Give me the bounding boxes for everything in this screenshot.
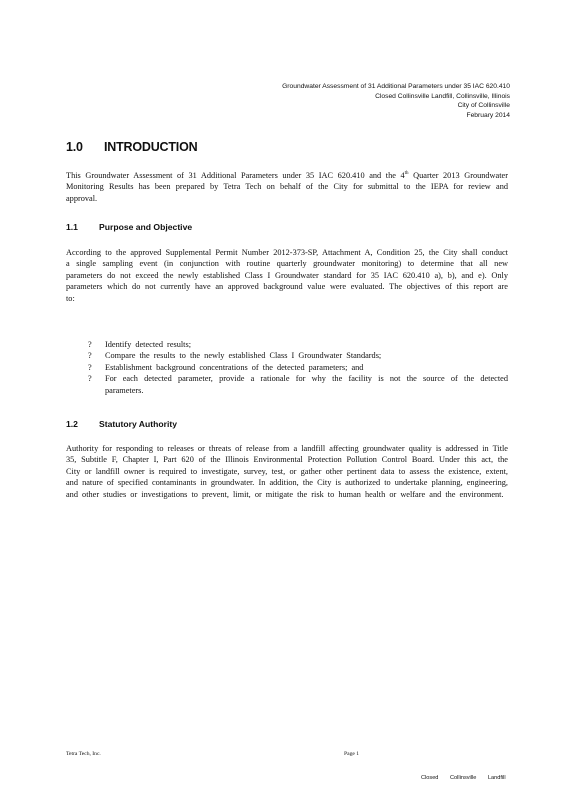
list-item-text: Identify detected results; (105, 340, 192, 349)
subsection-heading-authority (66, 419, 177, 429)
subsection-number: 1.1 (66, 222, 78, 232)
list-item (88, 373, 508, 396)
authority-paragraph: Authority for responding to releases or threats of release from a landfill affecting groundwater quality is addressed in Title 35, Subtitle F, Chapter I, Part 620 of the Illinois Environmental Protection Pollution Control Board. Under this act, the City or landfill owner is required to investigate, survey, test, or gather other pertinent data to assess the existence, extent, and nature of specified contaminants in groundwater. In addition, the City is authorized to undertake planning, engineering, and other studies or investigations to prevent, limit, or mitigate the risk to human health or welfare and the environment. (66, 444, 508, 499)
list-item-text: Compare the results to the newly established Class I Groundwater Standards; (105, 351, 382, 361)
intro-text-start: This Groundwater Assessment of 31 Additional Parameters under 35 IAC 620.410 and the 4 (66, 171, 405, 180)
section-number: 1.0 (66, 140, 83, 154)
bullet-marker: ? (88, 374, 92, 384)
section-heading-introduction (66, 140, 197, 154)
running-header (210, 82, 510, 120)
list-item-text: For each detected parameter, provide a rationale for why the facility is not the source of the detected parameters. (105, 374, 508, 395)
footer-page-number: Page 1 (344, 751, 360, 757)
introduction-paragraph (66, 170, 508, 204)
intro-text-end: Quarter 2013 Groundwater Monitoring Results has been prepared by Tetra Tech on behalf of the City for submittal to the IEPA for review and approval. (66, 171, 508, 203)
list-item (88, 339, 508, 350)
objectives-list (88, 339, 508, 396)
purpose-paragraph: According to the approved Supplemental Permit Number 2012-373-SP, Attachment A, Condition 25, the City shall conduct a single sampling event (in conjunction with routine quarterly groundwater monitoring) to determine that all new parameters do not exceed the newly established Class I Groundwater standard for 35 IAC 620.410 a), b), and e). Only parameters which do not currently have an approved background value were evaluated. The objectives of this report are to: (66, 248, 508, 303)
list-item (88, 350, 508, 361)
list-item (88, 362, 508, 373)
footer-site-name: Closed Collinsville Landfill (421, 775, 506, 781)
header-date: February 2014 (466, 111, 510, 119)
header-site-name: Closed Collinsville Landfill, Collinsville, Illinois (375, 92, 510, 100)
subsection-title: Purpose and Objective (99, 222, 193, 232)
bullet-marker: ? (88, 340, 92, 349)
bullet-marker: ? (88, 362, 92, 372)
subsection-number: 1.2 (66, 419, 78, 429)
subsection-heading-purpose (66, 222, 192, 232)
header-report-title: Groundwater Assessment of 31 Additional Parameters under 35 IAC 620.410 (282, 83, 510, 90)
section-title: INTRODUCTION (104, 140, 198, 154)
list-item-text: Establishment background concentrations of the detected parameters; and (105, 362, 364, 372)
subsection-title: Statutory Authority (99, 419, 177, 429)
header-client: City of Collinsville (457, 102, 510, 109)
bullet-marker: ? (88, 351, 92, 361)
footer-company: Tetra Tech, Inc. (66, 751, 101, 757)
ordinal-superscript: th (404, 171, 409, 177)
